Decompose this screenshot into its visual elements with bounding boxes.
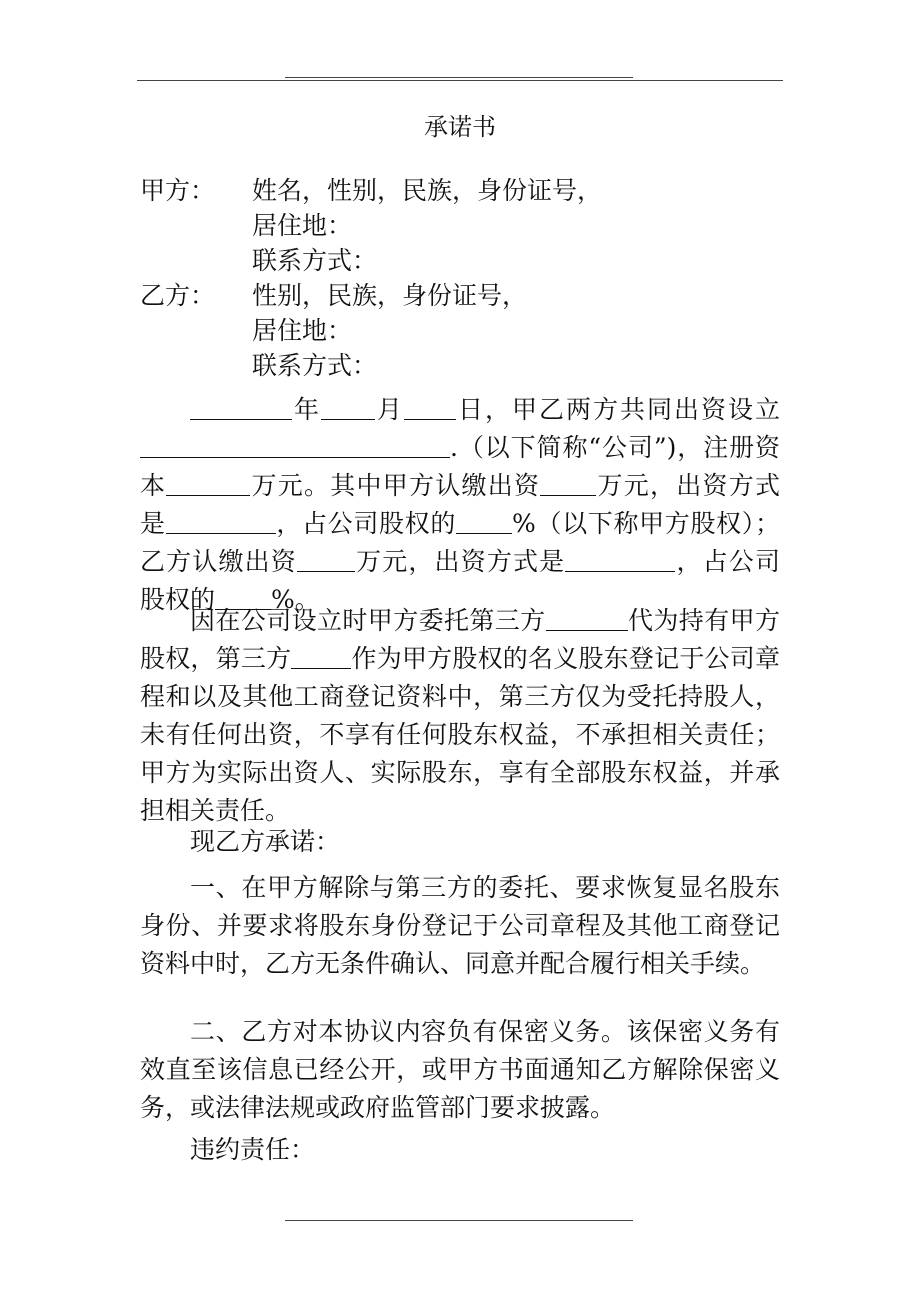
party-a-amount-blank — [540, 469, 596, 496]
document-body — [140, 173, 780, 383]
company-name-blank — [140, 431, 450, 458]
party-a-block — [140, 173, 780, 278]
party-b-method-blank — [565, 545, 675, 572]
nominee-text-3: 作为甲方股权的名义股东登记于公司章程和以及其他工商登记资料中，第三方仅为受托持股人，未有任何出资，不享有任何股东权益，不承担相关责任；甲方为实际出资人、实际股东，享有全部股东权益，并承担相关责任。 — [140, 644, 780, 825]
nominee-text-1: 因在公司设立时甲方委托第三方 — [190, 606, 546, 635]
party-b-method-text: 万元，出资方式是 — [354, 547, 566, 576]
party-b-percent-text: %。 — [271, 585, 320, 614]
capital-blank — [166, 469, 250, 496]
nominee-paragraph — [140, 602, 780, 830]
promise-item-2: 二、乙方对本协议内容负有保密义务。该保密义务有效直至该信息已经公开，或甲方书面通知乙方解除保密义务，或法律法规或政府监管部门要求披露。 — [140, 1017, 780, 1122]
party-a-method-text: 万元，出资方式是 — [140, 471, 780, 538]
month-blank — [321, 393, 375, 420]
footer-rule — [285, 1220, 633, 1221]
party-a-contact: 联系方式： — [252, 246, 378, 275]
party-b-share-text: ，占公司股权的 — [140, 547, 780, 614]
header-rule-short — [285, 77, 633, 78]
party-b-contribution-text: %（以下称甲方股权）；乙方认缴出资 — [140, 509, 780, 576]
third-party-name-blank — [291, 642, 351, 669]
year-blank — [190, 393, 292, 420]
month-label: 月 — [375, 395, 404, 424]
party-b-label: 乙方： — [140, 281, 216, 310]
party-a-label: 甲方： — [140, 176, 216, 205]
year-label: 年 — [292, 395, 321, 424]
established-text: 日，甲乙两方共同出资设立 — [456, 395, 780, 424]
party-a-share-text: ，占公司股权的 — [275, 509, 457, 538]
party-a-identity: 姓名，性别，民族，身份证号， — [252, 176, 603, 205]
party-b-residence: 居住地： — [252, 316, 353, 345]
party-a-share-blank — [456, 507, 512, 534]
day-blank — [404, 393, 456, 420]
party-a-method-blank — [166, 507, 276, 534]
party-b-contact: 联系方式： — [252, 351, 378, 380]
document-title: 承诺书 — [424, 113, 496, 141]
party-b-amount-blank — [297, 545, 355, 572]
nominee-text-2: 代为持有甲方股权，第三方 — [140, 606, 780, 673]
third-party-blank — [546, 604, 628, 631]
breach-heading: 违约责任： — [190, 1135, 316, 1164]
promise-item-1: 一、在甲方解除与第三方的委托、要求恢复显名股东身份、并要求将股东身份登记于公司章程及其他工商登记资料中时，乙方无条件确认、同意并配合履行相关手续。 — [140, 873, 780, 978]
capital-paragraph — [140, 391, 780, 619]
promise-heading: 现乙方承诺： — [190, 827, 341, 856]
party-b-identity: 性别，民族，身份证号， — [252, 281, 528, 310]
header-rule-wide — [137, 80, 783, 81]
party-a-residence: 居住地： — [252, 211, 353, 240]
party-b-block — [140, 278, 780, 383]
capital-text: .（以下简称“公司”)，注册资本 — [140, 433, 780, 500]
party-a-contribution-text: 万元。其中甲方认缴出资 — [250, 471, 541, 500]
